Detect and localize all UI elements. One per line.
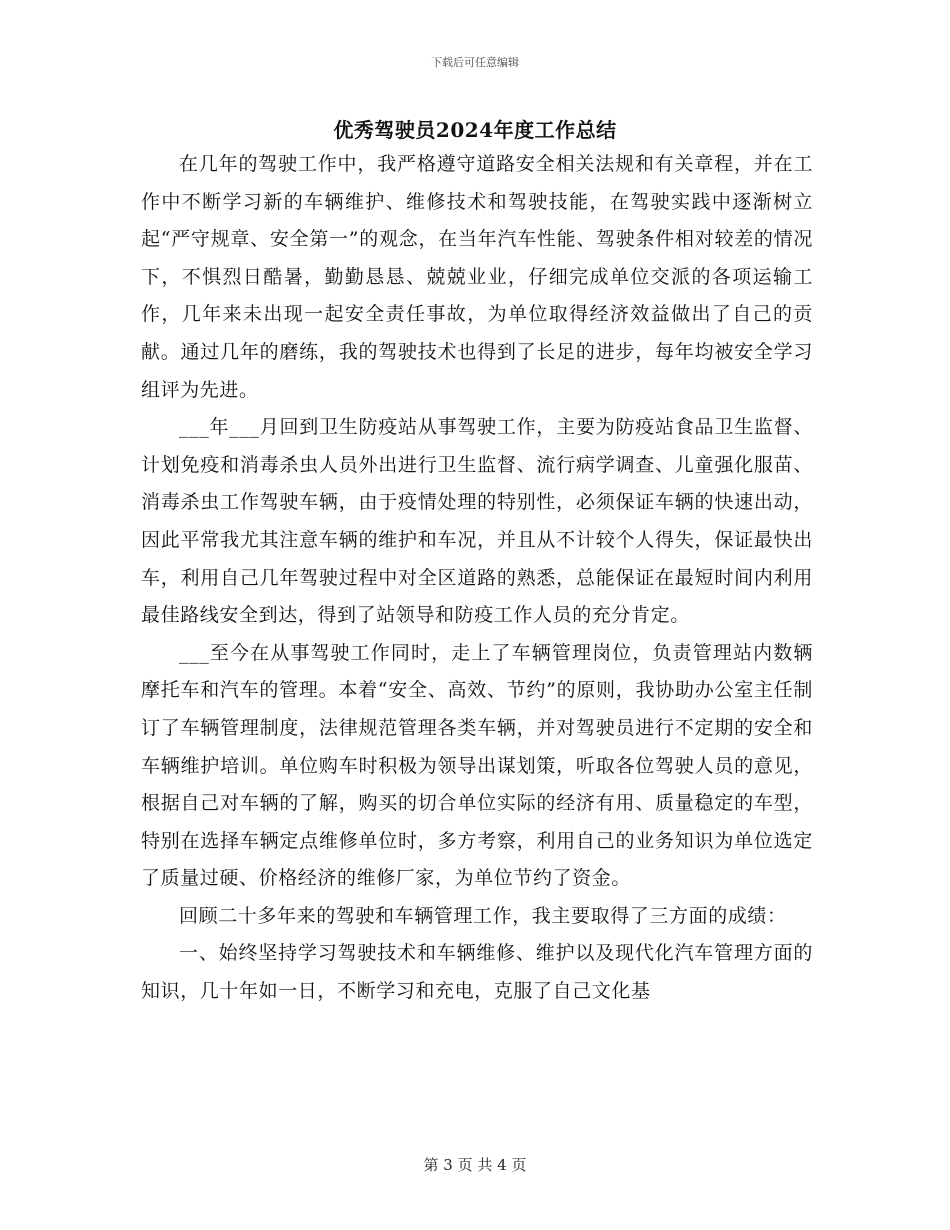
document-body — [141, 146, 813, 1011]
header-note: 下载后可任意编辑 — [431, 56, 519, 69]
paragraph-5: 一、始终坚持学习驾驶技术和车辆维修、维护以及现代化汽车管理方面的知识，几十年如一日，不断学习和充电，克服了自己文化基 — [141, 942, 813, 1003]
paragraph-4: 回顾二十多年来的驾驶和车辆管理工作，我主要取得了三方面的成绩： — [179, 904, 787, 927]
paragraph-1: 在几年的驾驶工作中，我严格遵守道路安全相关法规和有关章程，并在工作中不断学习新的车辆维护、维修技术和驾驶技能，在驾驶实践中逐渐树立起“严守规章、安全第一”的观念，在当年汽车性能、驾驶条件相对较差的情况下，不惧烈日酷暑，勤勤恳恳、兢兢业业，仔细完成单位交派的各项运输工作，几年来未出现一起安全责任事故，为单位取得经济效益做出了自己的贡献。通过几年的磨练，我的驾驶技术也得到了长足的进步，每年均被安全学习组评为先进。 — [141, 153, 813, 401]
page-number: 第 3 页 共 4 页 — [423, 1156, 527, 1174]
paragraph-3: ___至今在从事驾驶工作同时，走上了车辆管理岗位，负责管理站内数辆摩托车和汽车的管理。本着“安全、高效、节约”的原则，我协助办公室主任制订了车辆管理制度，法律规范管理各类车辆，并对驾驶员进行不定期的安全和车辆维护培训。单位购车时积极为领导出谋划策，听取各位驾驶人员的意见，根据自己对车辆的了解，购买的切合单位实际的经济有用、质量稳定的车型，特别在选择车辆定点维修单位时，多方考察，利用自己的业务知识为单位选定了质量过硬、价格经济的维修厂家，为单位节约了资金。 — [141, 641, 813, 890]
paragraph-2: ___年___月回到卫生防疫站从事驾驶工作，主要为防疫站食品卫生监督、计划免疫和消毒杀虫人员外出进行卫生监督、流行病学调查、儿童强化服苗、消毒杀虫工作驾驶车辆，由于疫情处理的特别性，必须保证车辆的快速出动，因此平常我尤其注意车辆的维护和车况，并且从不计较个人得失，保证最快出车，利用自己几年驾驶过程中对全区道路的熟悉，总能保证在最短时间内利用最佳路线安全到达，得到了站领导和防疫工作人员的充分肯定。 — [141, 416, 813, 627]
document-title: 优秀驾驶员2024年度工作总结 — [333, 118, 617, 142]
